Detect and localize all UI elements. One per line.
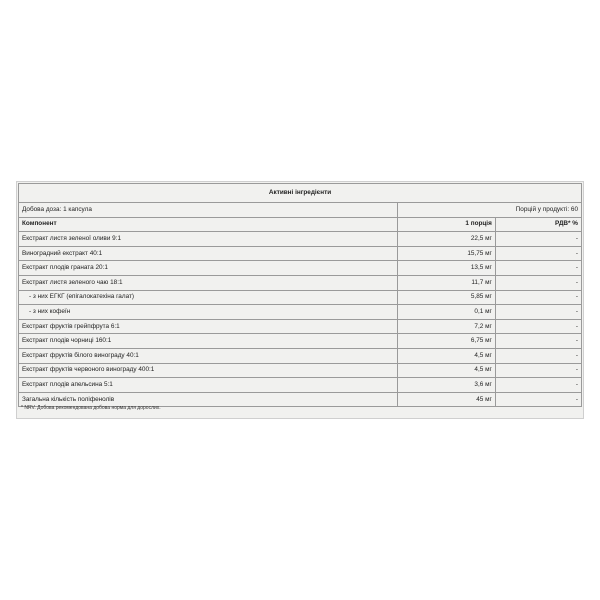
ingredient-name: Екстракт плодів чорниці 160:1 <box>19 334 398 349</box>
ingredient-amount: 45 мг <box>397 392 495 407</box>
table-row <box>19 319 582 334</box>
header-rdv: РДВ* % <box>495 217 581 232</box>
supplement-facts-panel <box>16 181 584 419</box>
header-component: Компонент <box>19 217 398 232</box>
servings-per-container: Порцій у продукті: 60 <box>397 203 581 218</box>
ingredient-rdv: - <box>495 261 581 276</box>
table-row <box>19 261 582 276</box>
ingredient-name: Загальна кількість поліфенолів <box>19 392 398 407</box>
table-row <box>19 275 582 290</box>
table-row <box>19 290 582 305</box>
ingredient-amount: 4,5 мг <box>397 363 495 378</box>
ingredient-amount: 5,85 мг <box>397 290 495 305</box>
ingredients-table <box>18 183 582 407</box>
ingredient-rdv: - <box>495 232 581 247</box>
ingredient-rdv: - <box>495 363 581 378</box>
ingredient-name: Екстракт листя зеленої оливи 9:1 <box>19 232 398 247</box>
ingredient-name: Екстракт фруктів грейпфрута 6:1 <box>19 319 398 334</box>
table-row <box>19 363 582 378</box>
ingredient-amount: 4,5 мг <box>397 348 495 363</box>
ingredient-rdv: - <box>495 275 581 290</box>
ingredient-rdv: - <box>495 378 581 393</box>
ingredient-name: Екстракт плодів апельсина 5:1 <box>19 378 398 393</box>
table-row <box>19 348 582 363</box>
ingredient-name: Екстракт фруктів червоного винограду 400:1 <box>19 363 398 378</box>
ingredient-name: Екстракт фруктів білого винограду 40:1 <box>19 348 398 363</box>
ingredient-name: - з них ЕГКГ (епігалокатехіна галат) <box>19 290 398 305</box>
table-row <box>19 334 582 349</box>
ingredient-rdv: - <box>495 392 581 407</box>
ingredient-amount: 15,75 мг <box>397 246 495 261</box>
table-row <box>19 305 582 320</box>
ingredient-rdv: - <box>495 246 581 261</box>
ingredient-name: Екстракт листя зеленого чаю 18:1 <box>19 275 398 290</box>
ingredient-rdv: - <box>495 348 581 363</box>
ingredient-amount: 11,7 мг <box>397 275 495 290</box>
ingredient-rdv: - <box>495 319 581 334</box>
table-row <box>19 232 582 247</box>
ingredient-name: Екстракт плодів граната 20:1 <box>19 261 398 276</box>
ingredient-name: Виноградний екстракт 40:1 <box>19 246 398 261</box>
header-row <box>19 217 582 232</box>
ingredient-amount: 6,75 мг <box>397 334 495 349</box>
table-title: Активні інгредієнти <box>19 184 582 203</box>
ingredient-amount: 22,5 мг <box>397 232 495 247</box>
ingredient-name: - з них кофеїн <box>19 305 398 320</box>
ingredient-amount: 13,5 мг <box>397 261 495 276</box>
ingredient-amount: 3,6 мг <box>397 378 495 393</box>
ingredient-rdv: - <box>495 290 581 305</box>
ingredient-rdv: - <box>495 334 581 349</box>
ingredient-amount: 7,2 мг <box>397 319 495 334</box>
title-row <box>19 184 582 203</box>
daily-dose-label: Добова доза: 1 капсула <box>19 203 398 218</box>
table-row <box>19 378 582 393</box>
ingredient-rdv: - <box>495 305 581 320</box>
dose-row <box>19 203 582 218</box>
ingredient-amount: 0,1 мг <box>397 305 495 320</box>
table-row <box>19 246 582 261</box>
nrv-footnote: * NRV. Добова рекомендована добова норма для дорослих. <box>21 405 161 411</box>
header-serving: 1 порція <box>397 217 495 232</box>
